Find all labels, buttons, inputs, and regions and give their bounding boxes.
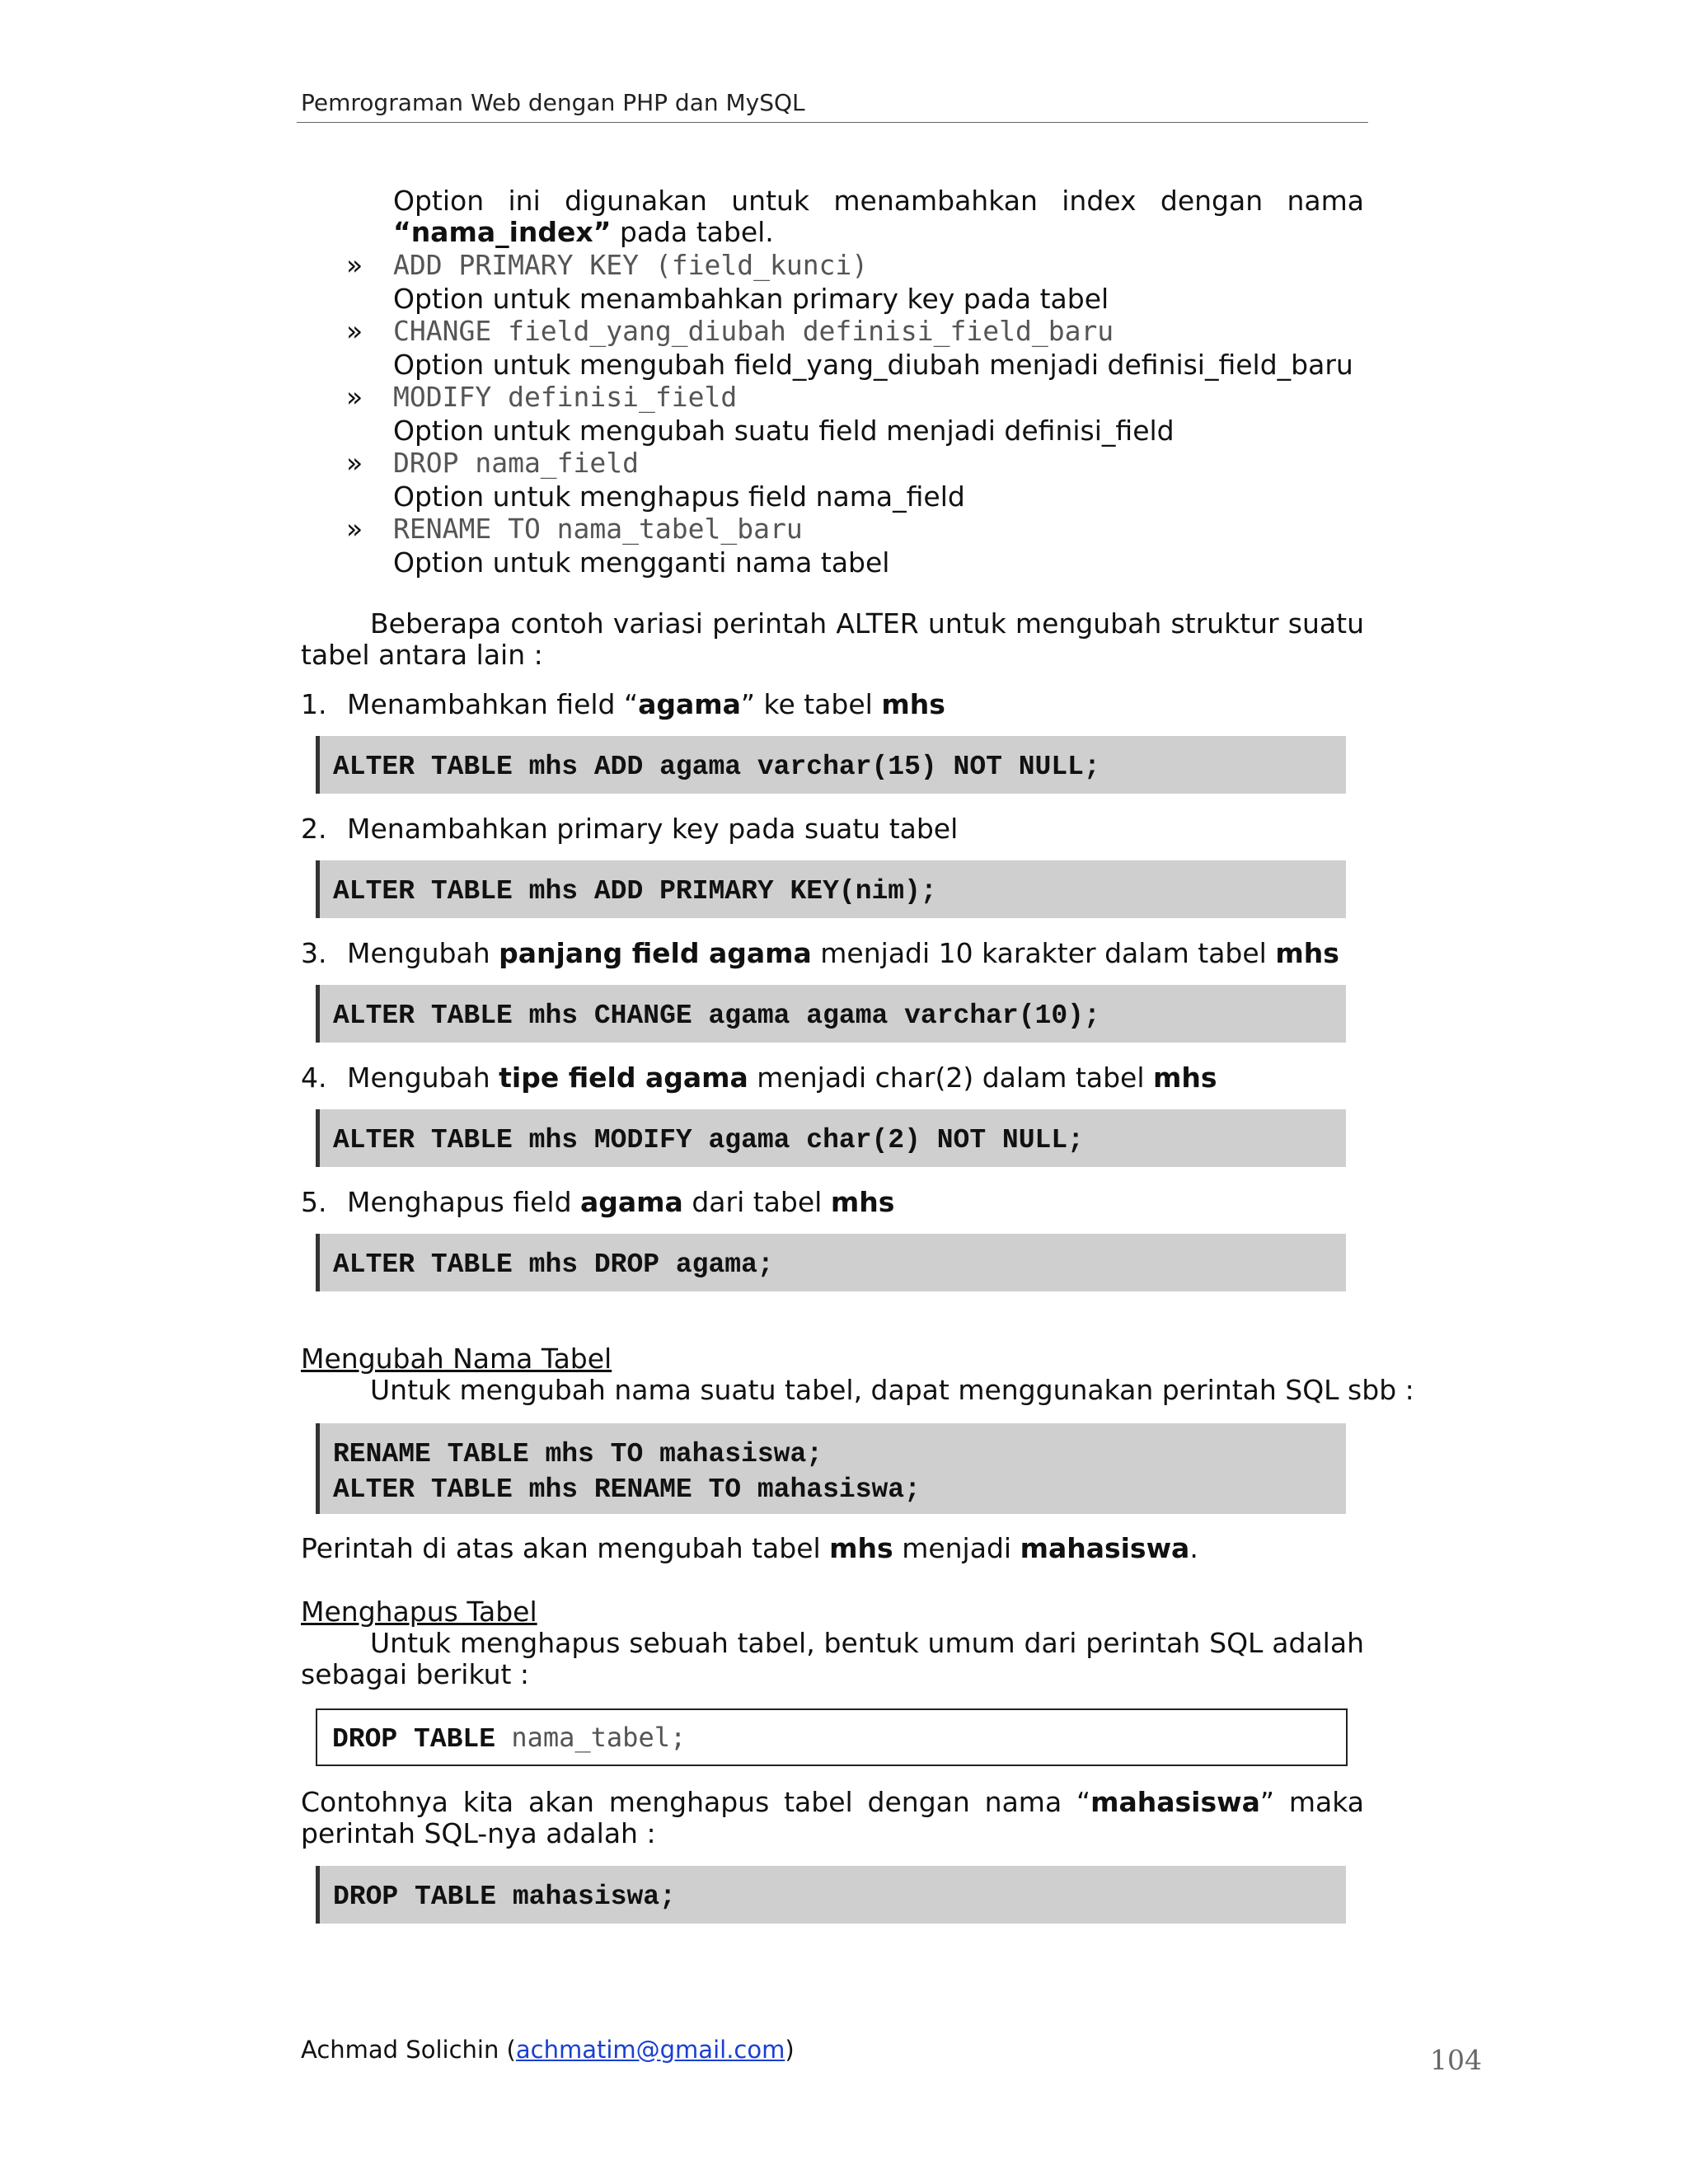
example-heading: Mengubah panjang field agama menjadi 10 karakter dalam tabel mhs bbox=[347, 937, 1339, 969]
intro-line1: Option ini digunakan untuk menambahkan index dengan nama bbox=[393, 185, 1364, 217]
bullet-icon: » bbox=[346, 315, 363, 347]
example-number: 2. bbox=[301, 813, 327, 845]
intro-bold: “nama_index” bbox=[393, 216, 612, 248]
bullet-icon: » bbox=[346, 381, 363, 413]
drop-example-line1: Contohnya kita akan menghapus tabel dengan nama “mahasiswa” maka bbox=[301, 1786, 1364, 1818]
example-number: 3. bbox=[301, 937, 327, 969]
intro-line2 bbox=[393, 217, 774, 248]
code-line: ALTER TABLE mhs RENAME TO mahasiswa; bbox=[333, 1474, 921, 1505]
example-number: 1. bbox=[301, 688, 327, 720]
rename-desc: Untuk mengubah nama suatu tabel, dapat menggunakan perintah SQL sbb : bbox=[370, 1374, 1414, 1406]
option-desc: Option untuk mengganti nama tabel bbox=[393, 546, 890, 579]
syntax-argument: nama_tabel; bbox=[495, 1722, 687, 1753]
option-desc: Option untuk menghapus field nama_field bbox=[393, 480, 965, 513]
example-number: 4. bbox=[301, 1062, 327, 1094]
header-divider bbox=[297, 122, 1368, 123]
example-number: 5. bbox=[301, 1186, 327, 1218]
page-number: 104 bbox=[1430, 2044, 1482, 2076]
code-block: ALTER TABLE mhs ADD PRIMARY KEY(nim); bbox=[316, 860, 1346, 918]
bullet-icon: » bbox=[346, 447, 363, 479]
code-block: ALTER TABLE mhs DROP agama; bbox=[316, 1234, 1346, 1291]
option-syntax: DROP nama_field bbox=[393, 447, 640, 479]
paragraph-variasi-line1: Beberapa contoh variasi perintah ALTER untuk mengubah struktur suatu bbox=[370, 607, 1364, 640]
option-desc: Option untuk menambahkan primary key pada tabel bbox=[393, 283, 1109, 315]
example-heading: Menghapus field agama dari tabel mhs bbox=[347, 1186, 895, 1218]
page-footer: Achmad Solichin (achmatim@gmail.com) bbox=[301, 2036, 795, 2064]
footer-email-link[interactable]: achmatim@gmail.com bbox=[515, 2036, 785, 2064]
option-syntax: CHANGE field_yang_diubah definisi_field_baru bbox=[393, 315, 1114, 347]
drop-desc-line2: sebagai berikut : bbox=[301, 1658, 530, 1690]
drop-example-line2: perintah SQL-nya adalah : bbox=[301, 1817, 656, 1849]
bullet-icon: » bbox=[346, 249, 363, 281]
paragraph-variasi-line2: tabel antara lain : bbox=[301, 639, 543, 671]
option-desc: Option untuk mengubah field_yang_diubah menjadi definisi_field_baru bbox=[393, 349, 1353, 381]
example-heading: Menambahkan field “agama” ke tabel mhs bbox=[347, 688, 945, 720]
option-syntax: ADD PRIMARY KEY (field_kunci) bbox=[393, 249, 869, 281]
code-block: ALTER TABLE mhs MODIFY agama char(2) NOT NULL; bbox=[316, 1109, 1346, 1167]
option-desc: Option untuk mengubah suatu field menjadi definisi_field bbox=[393, 415, 1175, 447]
intro-rest: pada tabel. bbox=[611, 216, 774, 248]
code-block: ALTER TABLE mhs CHANGE agama agama varchar(10); bbox=[316, 985, 1346, 1043]
example-heading: Menambahkan primary key pada suatu tabel bbox=[347, 813, 959, 845]
rename-after: Perintah di atas akan mengubah tabel mhs menjadi mahasiswa. bbox=[301, 1532, 1198, 1564]
code-box-syntax bbox=[316, 1708, 1348, 1766]
syntax-keyword: DROP TABLE bbox=[332, 1724, 496, 1755]
code-block-rename bbox=[316, 1423, 1346, 1514]
example-heading: Mengubah tipe field agama menjadi char(2) dalam tabel mhs bbox=[347, 1062, 1217, 1094]
option-syntax: RENAME TO nama_tabel_baru bbox=[393, 513, 803, 545]
code-block: ALTER TABLE mhs ADD agama varchar(15) NOT NULL; bbox=[316, 736, 1346, 794]
code-line: RENAME TABLE mhs TO mahasiswa; bbox=[333, 1439, 823, 1469]
page-header-title: Pemrograman Web dengan PHP dan MySQL bbox=[301, 89, 805, 116]
footer-author: Achmad Solichin ( bbox=[301, 2036, 516, 2064]
code-block-drop: DROP TABLE mahasiswa; bbox=[316, 1866, 1346, 1924]
section-heading-rename: Mengubah Nama Tabel bbox=[301, 1343, 612, 1375]
section-heading-drop: Menghapus Tabel bbox=[301, 1596, 537, 1628]
option-syntax: MODIFY definisi_field bbox=[393, 381, 738, 413]
bullet-icon: » bbox=[346, 513, 363, 545]
drop-desc-line1: Untuk menghapus sebuah tabel, bentuk umum dari perintah SQL adalah bbox=[370, 1627, 1364, 1659]
